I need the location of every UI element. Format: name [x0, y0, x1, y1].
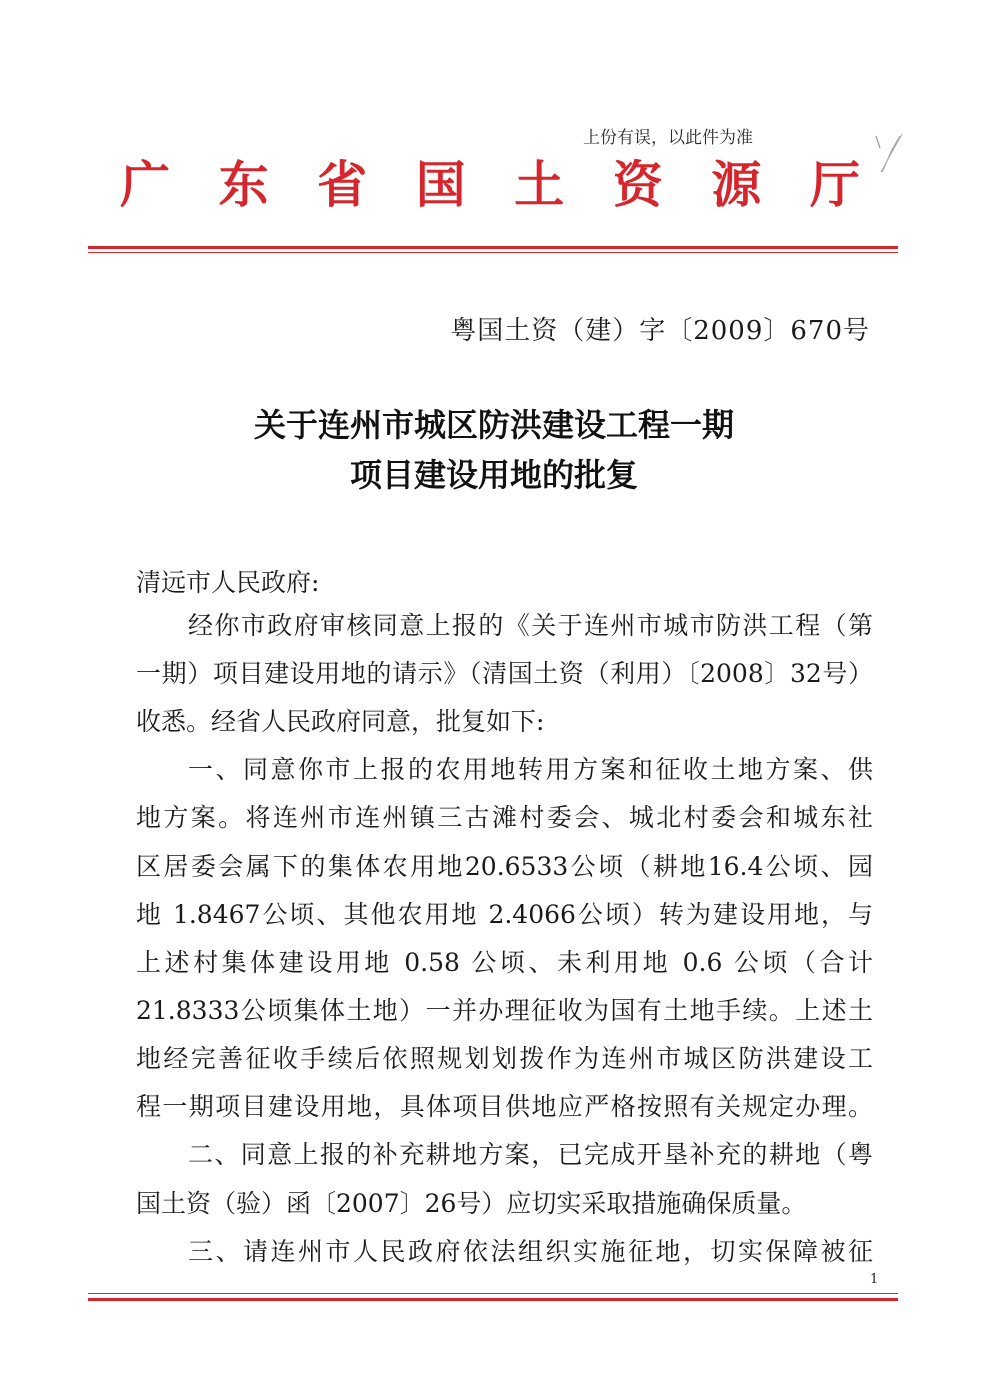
- body-line: 国土资（验）函〔2007〕26号）应切实采取措施确保质量。: [136, 1189, 807, 1218]
- organization-char: 广: [120, 155, 170, 214]
- correction-note: 上份有误，以此件为准: [583, 128, 753, 148]
- organization-char: 资: [612, 155, 663, 214]
- document-title-line-1: 关于连州市城区防洪建设工程一期: [253, 406, 734, 444]
- body-line: 一期）项目建设用地的请示》（清国土资（利用）〔2008〕32号）: [136, 659, 873, 688]
- body-line: 区居委会属下的集体农用地20.6533公顷（耕地16.4公顷、园: [136, 852, 873, 881]
- organization-title: [120, 150, 860, 220]
- body-line: 地经完善征收手续后依照规划划拨作为连州市城区防洪建设工: [136, 1044, 873, 1073]
- body-line: 二、同意上报的补充耕地方案，已完成开垦补充的耕地（粤: [188, 1140, 873, 1169]
- document-title-line-2: 项目建设用地的批复: [349, 456, 638, 494]
- body-line: 程一期项目建设用地，具体项目供地应严格按照有关规定办理。: [136, 1092, 873, 1121]
- header-rule-thin: [88, 252, 898, 253]
- document-number: 粤国土资（建）字〔2009〕670号: [450, 316, 870, 346]
- body-line: 收悉。经省人民政府同意，批复如下:: [136, 707, 545, 736]
- body-line: 三、请连州市人民政府依法组织实施征地，切实保障被征: [188, 1237, 873, 1266]
- organization-char: 东: [218, 155, 269, 214]
- organization-char: 厅: [809, 155, 860, 214]
- body-line: 一、同意你市上报的农用地转用方案和征收土地方案、供: [188, 755, 873, 784]
- header-rule-thick: [88, 246, 898, 249]
- body-line: 地 1.8467公顷、其他农用地 2.4066公顷）转为建设用地，与: [136, 900, 873, 929]
- body-line: 上述村集体建设用地 0.58 公顷、未利用地 0.6 公顷（合计: [136, 948, 873, 977]
- check-mark-icon: [872, 128, 912, 182]
- body-line: 地方案。将连州市连州镇三古滩村委会、城北村委会和城东社: [136, 803, 873, 832]
- footer-rule-thin: [88, 1293, 898, 1294]
- organization-char: 源: [711, 155, 762, 214]
- body-line: 21.8333公顷集体土地）一并办理征收为国有土地手续。上述土: [136, 996, 873, 1025]
- footer-rule-thick: [88, 1298, 898, 1301]
- addressee: 清远市人民政府:: [136, 568, 320, 597]
- organization-char: 国: [415, 155, 466, 214]
- organization-char: 省: [317, 155, 368, 214]
- organization-char: 土: [514, 155, 565, 214]
- body-line: 经你市政府审核同意上报的《关于连州市城市防洪工程（第: [188, 611, 873, 640]
- page-number: 1: [870, 1272, 879, 1287]
